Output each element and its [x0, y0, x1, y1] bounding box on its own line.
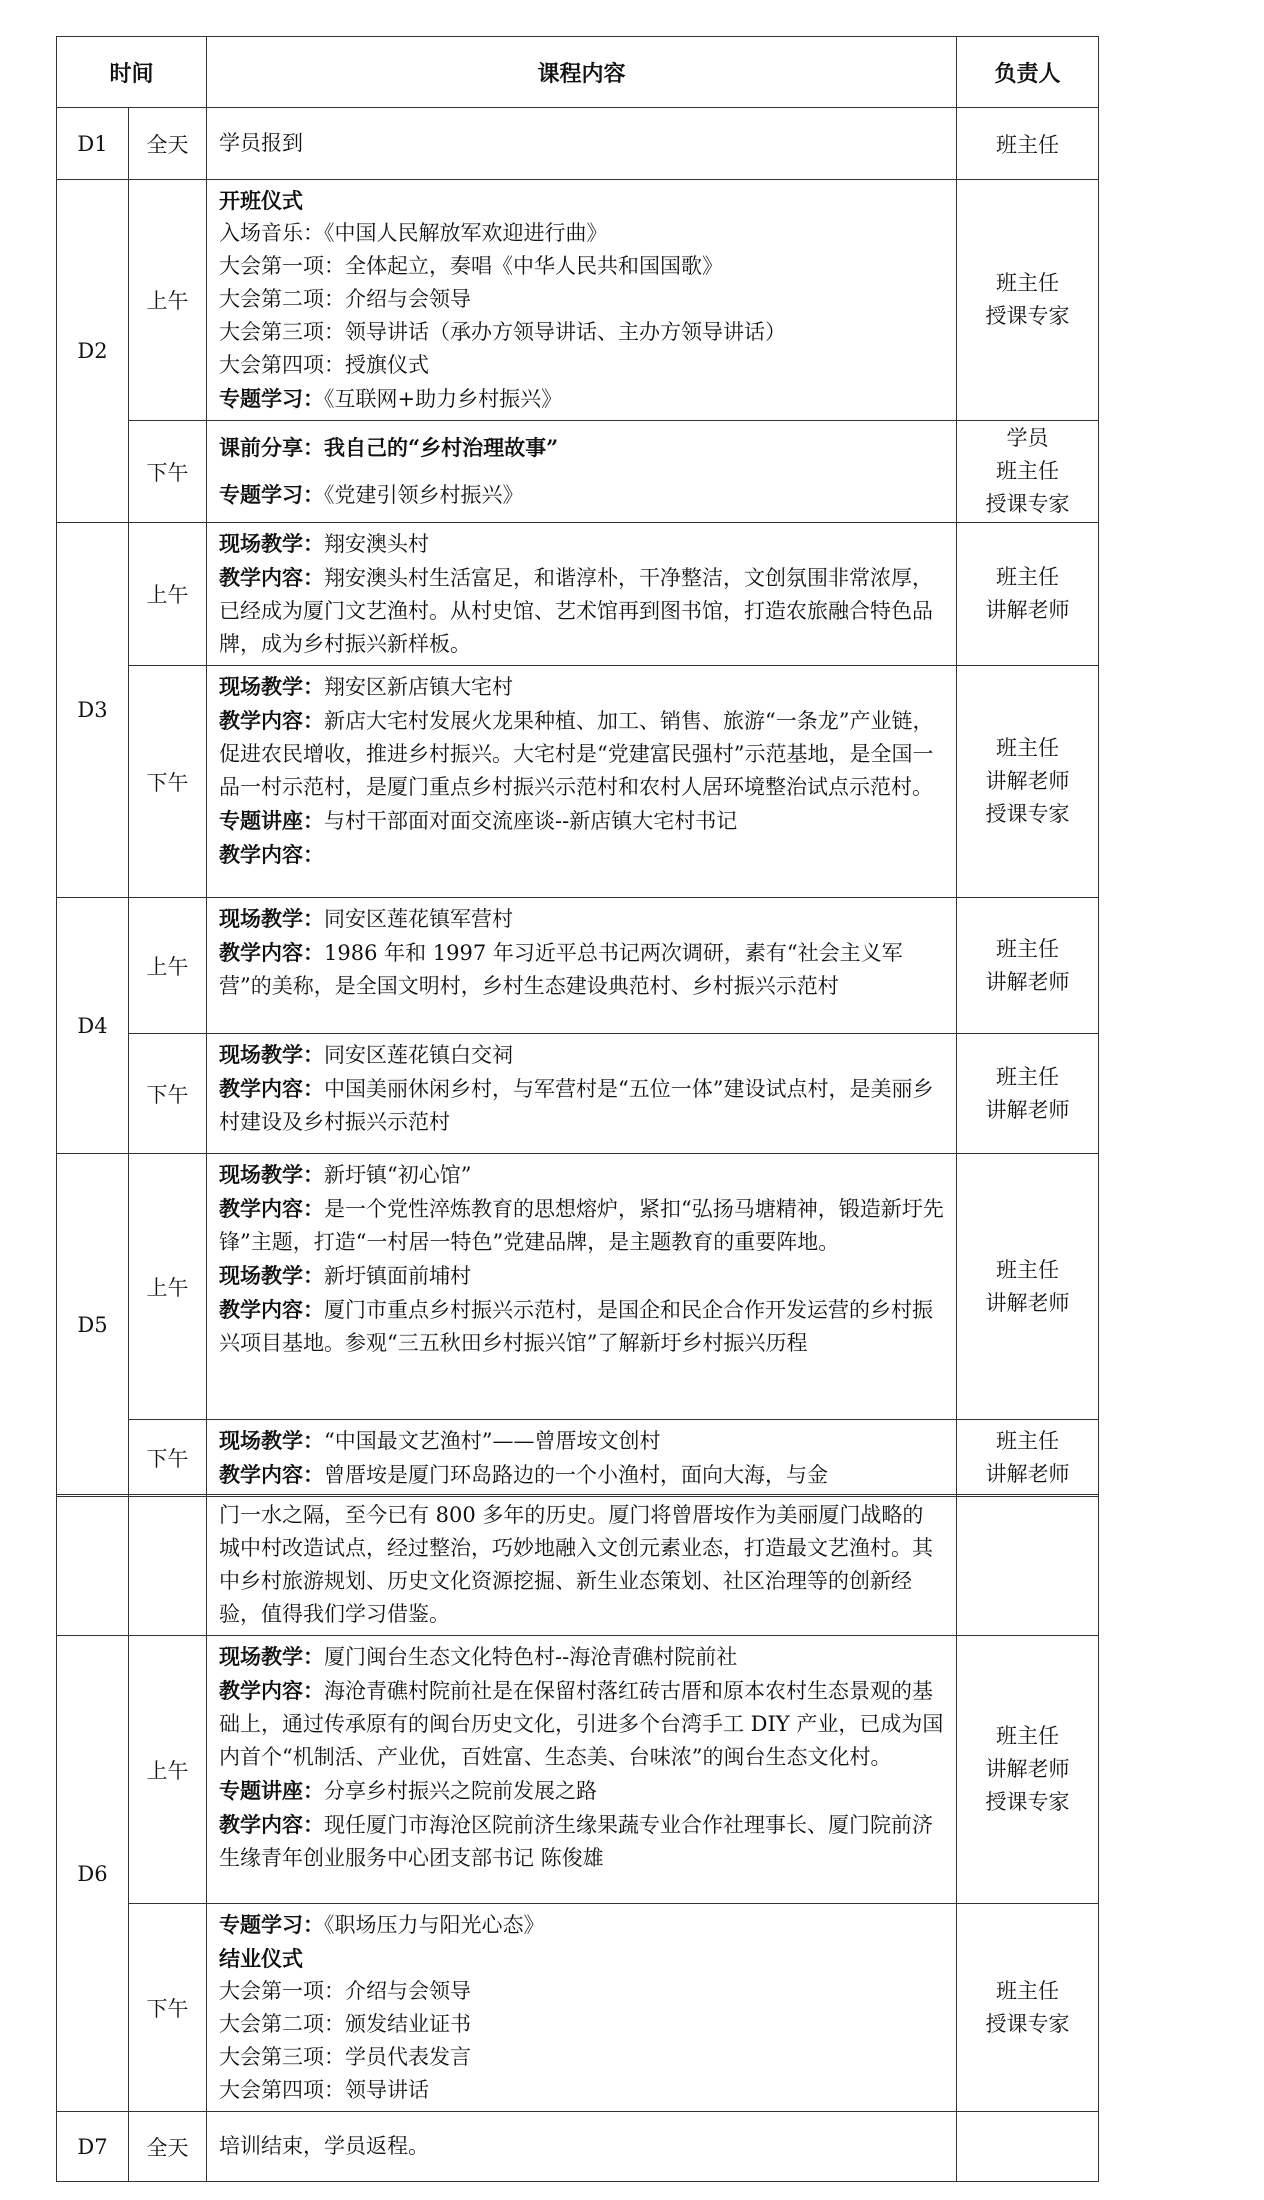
person-cell	[957, 180, 1099, 421]
person-name: 授课专家	[985, 802, 1070, 826]
teach-label: 教学内容：	[219, 1678, 324, 1703]
site-label: 现场教学：	[219, 1428, 325, 1453]
study-text: 《互联网+助力乡村振兴》	[324, 387, 563, 411]
site-text: 同安区莲花镇白交祠	[324, 1043, 514, 1067]
period-cell: 全天	[129, 108, 207, 180]
content-cell	[207, 1904, 957, 2112]
content-cell: 门一水之隔，至今已有 800 多年的历史。厦门将曾厝垵作为美丽厦门战略的城中村改造试点，经过整治，巧妙地融入文创元素业态，打造最文艺渔村。其中乡村旅游规划、历史文化资源挖掘、新生业态策划、社区治理等的创新经验，值得我们学习借鉴。	[207, 1495, 957, 1636]
person-name: 学员	[1006, 426, 1049, 450]
day-cell-empty	[57, 1495, 129, 1636]
teach-text: 1986 年和 1997 年习近平总书记两次调研，素有“社会主义军营”的美称，是全国文明村，乡村生态建设典范村、乡村振兴示范村	[219, 941, 903, 998]
person-cell	[957, 421, 1099, 523]
person-name: 授课专家	[985, 304, 1070, 328]
teach-label: 教学内容：	[219, 1297, 325, 1322]
agenda-line: 大会第一项：全体起立，奏唱《中华人民共和国国歌》	[219, 254, 724, 278]
schedule-table-part2	[56, 1494, 1099, 2182]
table-row-d5-am	[57, 1154, 1099, 1420]
content-cell	[207, 1420, 957, 1497]
site-label: 现场教学：	[219, 1162, 325, 1187]
person-name: 班主任	[996, 459, 1060, 483]
person-name: 讲解老师	[985, 1757, 1070, 1781]
content-cell: 培训结束，学员返程。	[207, 2112, 957, 2182]
period-cell: 下午	[129, 1034, 207, 1154]
person-name: 讲解老师	[985, 1290, 1070, 1315]
content-cell	[207, 666, 957, 898]
site-label: 现场教学：	[219, 531, 325, 556]
person-cell	[957, 1636, 1099, 1904]
share-title: 课前分享：我自己的“乡村治理故事”	[219, 435, 559, 460]
content-cell	[207, 1034, 957, 1154]
content-cell: 学员报到	[207, 108, 957, 180]
table-row-d4-pm	[57, 1034, 1099, 1154]
site-text: 新圩镇面前埔村	[324, 1264, 472, 1288]
content-cell	[207, 1154, 957, 1420]
agenda-line: 大会第四项：授旗仪式	[219, 353, 430, 377]
lecture-text: 与村干部面对面交流座谈--新店镇大宅村书记	[324, 809, 738, 833]
person-name: 讲解老师	[985, 969, 1070, 994]
teach-text: 新店大宅村发展火龙果种植、加工、销售、旅游“一条龙”产业链，促进农民增收，推进乡村振兴。大宅村是“党建富民强村”示范基地，是全国一品一村示范村，是厦门重点乡村振兴示范村和农村人居环境整治试点示范村。	[219, 709, 934, 799]
site-label: 现场教学：	[219, 1263, 325, 1288]
period-cell: 上午	[129, 898, 207, 1034]
person-name: 讲解老师	[985, 598, 1070, 622]
teach-label: 教学内容：	[219, 1462, 325, 1487]
day-cell: D5	[57, 1154, 129, 1497]
site-text: 新圩镇“初心馆”	[324, 1163, 472, 1187]
lecture-text: 分享乡村振兴之院前发展之路	[324, 1779, 597, 1803]
lecture-label: 专题讲座：	[219, 808, 325, 833]
person-name: 班主任	[996, 1257, 1060, 1282]
day-cell: D1	[57, 108, 129, 180]
ceremony-title: 结业仪式	[219, 1946, 303, 1971]
study-label: 专题学习：	[219, 1912, 324, 1937]
content-cell	[207, 421, 957, 523]
table-row-d5-pm-continued	[57, 1495, 1099, 1636]
content-cell	[207, 523, 957, 666]
person-name: 班主任	[996, 565, 1060, 589]
table-row-d2-pm	[57, 421, 1099, 523]
content-cell	[207, 898, 957, 1034]
person-name: 讲解老师	[985, 1462, 1070, 1486]
teach-text: 厦门市重点乡村振兴示范村，是国企和民企合作开发运营的乡村振兴项目基地。参观“三五秋田乡村振兴馆”了解新圩乡村振兴历程	[219, 1298, 934, 1355]
study-label: 专题学习：	[219, 482, 325, 507]
teach-label: 教学内容：	[219, 940, 325, 965]
agenda-line: 入场音乐：《中国人民解放军欢迎进行曲》	[219, 221, 608, 245]
person-name: 班主任	[996, 936, 1060, 961]
person-cell	[957, 1154, 1099, 1420]
day-cell: D4	[57, 898, 129, 1154]
lecture-label: 专题讲座：	[219, 1778, 324, 1803]
period-cell: 上午	[129, 1636, 207, 1904]
site-text: 翔安区新店镇大宅村	[324, 675, 514, 699]
agenda-line: 大会第四项：领导讲话	[219, 2078, 429, 2102]
site-label: 现场教学：	[219, 1644, 324, 1669]
person-name: 班主任	[996, 271, 1060, 295]
teach-text: 海沧青礁村院前社是在保留村落红砖古厝和原本农村生态景观的基础上，通过传承原有的闽台历史文化，引进多个台湾手工 DIY 产业，已成为国内首个“机制活、产业优，百姓富、生态美、台味浓”的闽台生态文化村。	[219, 1679, 944, 1769]
person-name: 班主任	[996, 1978, 1059, 2003]
person-name: 授课专家	[985, 2011, 1070, 2036]
teach-label: 教学内容：	[219, 565, 325, 590]
period-cell: 上午	[129, 180, 207, 421]
agenda-line: 大会第三项：领导讲话（承办方领导讲话、主办方领导讲话）	[219, 320, 787, 344]
person-cell	[957, 898, 1099, 1034]
person-name: 讲解老师	[985, 1097, 1070, 1122]
day-cell: D7	[57, 2112, 129, 2182]
teach-label: 教学内容：	[219, 842, 325, 867]
teach-label: 教学内容：	[219, 1812, 324, 1837]
day-cell: D2	[57, 180, 129, 523]
teach-label: 教学内容：	[219, 708, 325, 733]
site-label: 现场教学：	[219, 674, 325, 699]
site-label: 现场教学：	[219, 906, 325, 931]
site-text: 厦门闽台生态文化特色村--海沧青礁村院前社	[324, 1645, 738, 1669]
person-cell: 班主任	[957, 108, 1099, 180]
period-cell: 全天	[129, 2112, 207, 2182]
day-cell: D3	[57, 523, 129, 898]
content-cell	[207, 180, 957, 421]
header-content: 课程内容	[207, 37, 957, 108]
study-text: 《职场压力与阳光心态》	[324, 1913, 545, 1937]
teach-text: 是一个党性淬炼教育的思想熔炉，紧扣“弘扬马塘精神，锻造新圩先锋”主题，打造“一村居一特色”党建品牌，是主题教育的重要阵地。	[219, 1197, 944, 1254]
teach-label: 教学内容：	[219, 1196, 325, 1221]
header-time: 时间	[57, 37, 207, 108]
day-cell: D6	[57, 1636, 129, 2112]
period-cell: 下午	[129, 1904, 207, 2112]
table-row-d6-am	[57, 1636, 1099, 1904]
site-text: “中国最文艺渔村”——曾厝垵文创村	[324, 1429, 661, 1453]
table-header-row	[57, 37, 1099, 108]
agenda-line: 大会第一项：介绍与会领导	[219, 1979, 471, 2003]
person-cell	[957, 2112, 1099, 2182]
period-cell: 下午	[129, 1420, 207, 1497]
period-cell: 下午	[129, 421, 207, 523]
table-row-d5-pm	[57, 1420, 1099, 1497]
person-name: 授课专家	[985, 1790, 1070, 1814]
teach-text: 中国美丽休闲乡村，与军营村是“五位一体”建设试点村，是美丽乡村建设及乡村振兴示范村	[219, 1077, 934, 1134]
agenda-line: 大会第二项：介绍与会领导	[219, 287, 472, 311]
person-name: 授课专家	[985, 492, 1070, 516]
teach-text: 曾厝垵是厦门环岛路边的一个小渔村，面向大海，与金	[324, 1463, 829, 1487]
site-text: 同安区莲花镇军营村	[324, 907, 514, 931]
person-name: 班主任	[996, 1724, 1059, 1748]
table-row-d1	[57, 108, 1099, 180]
person-name: 班主任	[996, 1064, 1060, 1089]
teach-text: 翔安澳头村生活富足，和谐淳朴，干净整洁，文创氛围非常浓厚，已经成为厦门文艺渔村。从村史馆、艺术馆再到图书馆，打造农旅融合特色品牌，成为乡村振兴新样板。	[219, 566, 934, 656]
agenda-line: 大会第三项：学员代表发言	[219, 2045, 471, 2069]
period-cell: 上午	[129, 1154, 207, 1420]
content-cell	[207, 1636, 957, 1904]
study-label: 专题学习：	[219, 386, 325, 411]
period-cell: 下午	[129, 666, 207, 898]
person-name: 讲解老师	[985, 769, 1070, 793]
teach-text: 现任厦门市海沧区院前济生缘果蔬专业合作社理事长、厦门院前济生缘青年创业服务中心团支部书记 陈俊雄	[219, 1813, 933, 1870]
schedule-table-part1	[56, 36, 1099, 1497]
table-row-d3-pm	[57, 666, 1099, 898]
table-row-d6-pm	[57, 1904, 1099, 2112]
period-cell-empty	[129, 1495, 207, 1636]
person-cell	[957, 523, 1099, 666]
header-person: 负责人	[957, 37, 1099, 108]
table-row-d7	[57, 2112, 1099, 2182]
person-name: 班主任	[996, 736, 1060, 760]
agenda-line: 大会第二项：颁发结业证书	[219, 2012, 471, 2036]
site-text: 翔安澳头村	[324, 532, 430, 556]
table-row-d4-am	[57, 898, 1099, 1034]
teach-label: 教学内容：	[219, 1076, 325, 1101]
table-row-d2-am	[57, 180, 1099, 421]
study-text: 《党建引领乡村振兴》	[324, 483, 524, 507]
person-cell	[957, 1904, 1099, 2112]
table-row-d3-am	[57, 523, 1099, 666]
person-cell	[957, 1034, 1099, 1154]
person-cell	[957, 666, 1099, 898]
person-cell-empty	[957, 1495, 1099, 1636]
person-cell	[957, 1420, 1099, 1497]
period-cell: 上午	[129, 523, 207, 666]
site-label: 现场教学：	[219, 1042, 325, 1067]
ceremony-title: 开班仪式	[219, 188, 304, 213]
person-name: 班主任	[996, 1429, 1060, 1453]
